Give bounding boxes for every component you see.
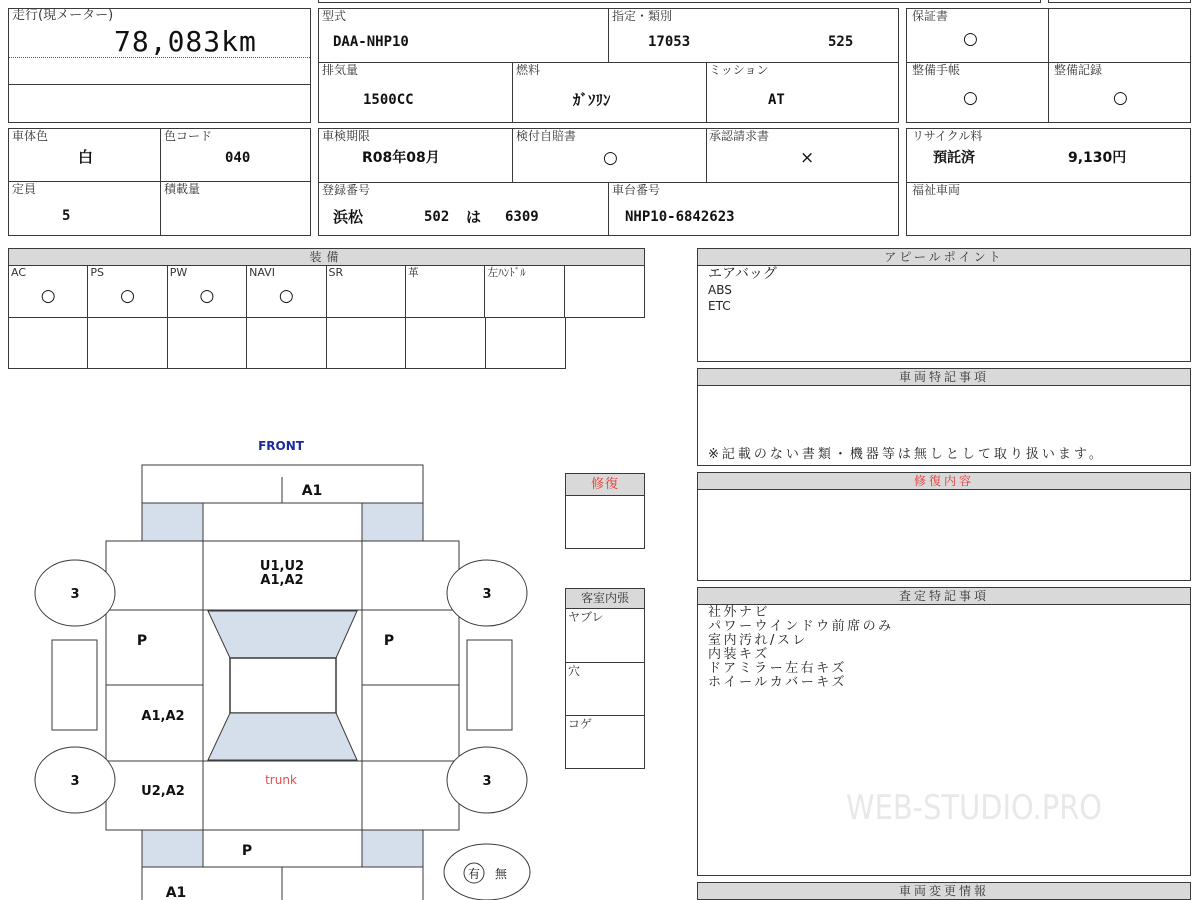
equipment-value: ○ xyxy=(278,286,294,306)
assessment-note-item: 室内汚れ/スレ xyxy=(708,633,808,648)
windshield xyxy=(208,611,357,658)
top-strip-border xyxy=(318,0,1041,3)
front-right-corner-panel xyxy=(362,503,423,541)
right-front-door-code: P xyxy=(383,633,395,649)
right-mirror xyxy=(467,640,512,730)
maintenance-book-value: ○ xyxy=(963,88,978,108)
liability-insurance-value: ○ xyxy=(603,148,618,168)
rear-right-corner-panel xyxy=(362,830,423,867)
divider xyxy=(9,84,310,85)
spare-tire-indicator xyxy=(444,844,530,900)
interior-row-hole: 穴 xyxy=(568,664,581,678)
tire-rear-left-tread: 3 xyxy=(70,774,80,789)
left-mirror xyxy=(52,640,97,730)
watermark: WEB-STUDIO.PRO xyxy=(846,788,1103,828)
equipment-cell-empty xyxy=(247,318,326,368)
equipment-title: 装備 xyxy=(9,249,644,266)
recycling-box xyxy=(906,128,1191,236)
rear-window xyxy=(208,713,357,760)
equipment-table-row2 xyxy=(8,317,566,369)
maintenance-record-label: 整備記録 xyxy=(1054,63,1103,77)
recycling-fee-status: 預託済 xyxy=(933,150,975,166)
equipment-cell-ps xyxy=(88,266,167,317)
vehicle-changes-panel xyxy=(697,882,1191,900)
assessment-note-item: 社外ナビ xyxy=(708,605,771,620)
equipment-label: 左ﾊﾝﾄﾞﾙ xyxy=(487,266,526,279)
rear-left-corner-panel xyxy=(142,830,203,867)
tire-front-right-tread: 3 xyxy=(482,587,492,602)
assessment-note-item: ドアミラー左右キズ xyxy=(708,661,847,676)
plate-label: 登録番号 xyxy=(322,183,371,197)
divider xyxy=(608,9,609,62)
appeal-point-item: エアバッグ xyxy=(708,266,777,282)
tire-rear-right-tread: 3 xyxy=(482,774,492,789)
spare-tire-yes: 有 xyxy=(467,867,481,881)
divider xyxy=(566,715,644,716)
registration-box xyxy=(318,128,899,236)
spare-tire-no: 無 xyxy=(494,867,508,881)
documents-box xyxy=(906,8,1191,123)
divider xyxy=(566,662,644,663)
equipment-cell-ac xyxy=(9,266,88,317)
equipment-value: ○ xyxy=(199,286,215,306)
rear-center-panel xyxy=(203,830,362,867)
appeal-point-item: ABS xyxy=(708,283,732,297)
welfare-vehicle-label: 福祉車両 xyxy=(912,183,961,197)
rear-bumper-code: A1 xyxy=(165,885,187,900)
interior-row-burn: コゲ xyxy=(568,717,593,731)
appeal-points-list xyxy=(708,266,777,314)
repair-box-title: 修復 xyxy=(566,474,644,496)
assessment-note-item: パワーウインドウ前席のみ xyxy=(708,619,894,634)
assessment-notes-list xyxy=(708,606,894,690)
model-label: 型式 xyxy=(322,9,347,23)
assessment-notes-title: 査定特記事項 xyxy=(698,588,1190,605)
mileage-value: 78,083km xyxy=(114,25,257,58)
equipment-cell-empty xyxy=(168,318,247,368)
category-value: 525 xyxy=(828,34,854,50)
equipment-cell-empty xyxy=(486,318,565,368)
equipment-cell-leather xyxy=(406,266,485,317)
equipment-cell-empty xyxy=(327,318,406,368)
equipment-cell-empty xyxy=(565,266,644,317)
interior-row-tear: ヤブレ xyxy=(568,610,604,624)
recycling-fee-amount: 9,130円 xyxy=(1068,150,1127,166)
fuel-label: 燃料 xyxy=(516,63,541,77)
mileage-label: 走行(現メーター) xyxy=(12,8,114,23)
equipment-cell-empty xyxy=(406,318,485,368)
inspection-label: 車検期限 xyxy=(322,129,371,143)
load-capacity-label: 積載量 xyxy=(164,182,201,196)
displacement-value: 1500CC xyxy=(363,92,414,108)
assessment-notes-panel xyxy=(697,587,1191,876)
equipment-cell-empty xyxy=(88,318,167,368)
equipment-label: PS xyxy=(90,266,104,279)
equipment-cell-pw xyxy=(168,266,247,317)
trunk-label: trunk xyxy=(265,773,297,787)
fuel-value: ｶﾞｿﾘﾝ xyxy=(573,91,611,109)
appeal-points-panel xyxy=(697,248,1191,362)
body-color-label: 車体色 xyxy=(12,129,49,143)
repair-box xyxy=(565,473,645,549)
plate-number: 6309 xyxy=(505,209,539,225)
repair-details-panel xyxy=(697,472,1191,581)
left-front-door-code: P xyxy=(136,633,148,649)
front-center-panel xyxy=(203,503,362,541)
appeal-point-item: ETC xyxy=(708,299,731,313)
equipment-label: PW xyxy=(169,266,188,279)
inspection-value: R08年08月 xyxy=(362,150,440,166)
front-bumper-code: A1 xyxy=(301,483,323,499)
approval-request-label: 承認請求書 xyxy=(709,129,770,143)
vehicle-notes-footnote: ※記載のない書類・機器等は無しとして取り扱います。 xyxy=(708,447,1105,462)
transmission-value: AT xyxy=(768,92,785,108)
left-rear-quarter-code: U2,A2 xyxy=(141,784,185,799)
color-code-value: 040 xyxy=(225,150,251,166)
assessment-note-item: ホイールカバーキズ xyxy=(708,675,847,690)
vehicle-notes-title: 車両特記事項 xyxy=(698,369,1190,386)
divider xyxy=(512,129,513,182)
plate-class: 502 xyxy=(424,209,450,225)
equipment-label: 革 xyxy=(407,266,419,279)
plate-kana: は xyxy=(466,208,482,226)
chassis-label: 車台番号 xyxy=(612,183,661,197)
equipment-label: NAVI xyxy=(249,266,275,279)
divider xyxy=(1048,9,1049,122)
divider xyxy=(319,62,898,63)
tire-front-left-tread: 3 xyxy=(70,587,80,602)
roof xyxy=(230,658,336,713)
body-color-value: 白 xyxy=(78,148,94,166)
equipment-cell-empty xyxy=(9,318,88,368)
plate-region: 浜松 xyxy=(333,208,364,226)
divider xyxy=(608,182,609,235)
front-left-corner-panel xyxy=(142,503,203,541)
equipment-table xyxy=(8,248,645,318)
rear-panel-code: P xyxy=(241,843,253,859)
equipment-label: SR xyxy=(328,266,344,279)
vehicle-notes-panel xyxy=(697,368,1191,466)
divider xyxy=(512,62,513,122)
equipment-cell-sr xyxy=(327,266,406,317)
liability-insurance-label: 検付自賠書 xyxy=(516,129,577,143)
equipment-value: ○ xyxy=(120,286,135,306)
interior-box xyxy=(565,588,645,769)
equipment-cell-left-hand-drive xyxy=(485,266,564,317)
top-strip-border-right xyxy=(1048,0,1191,3)
capacity-value: 5 xyxy=(62,208,71,224)
equipment-row xyxy=(9,318,565,368)
vehicle-changes-title: 車両変更情報 xyxy=(698,883,1190,900)
hood-code-line2: A1,A2 xyxy=(260,573,304,588)
model-value: DAA-NHP10 xyxy=(333,34,409,50)
left-rear-door-code: A1,A2 xyxy=(141,709,185,724)
divider xyxy=(160,129,161,235)
vehicle-specs-box xyxy=(318,8,899,123)
divider xyxy=(706,129,707,182)
equipment-row xyxy=(9,266,644,317)
mileage-box xyxy=(8,8,311,123)
appeal-points-title: アピールポイント xyxy=(698,249,1190,266)
maintenance-record-value: ○ xyxy=(1113,88,1128,108)
designation-label: 指定・類別 xyxy=(612,9,673,23)
chassis-value: NHP10-6842623 xyxy=(625,209,735,225)
front-label: FRONT xyxy=(258,439,304,453)
equipment-value: ○ xyxy=(40,286,56,306)
transmission-label: ミッション xyxy=(709,63,769,77)
capacity-label: 定員 xyxy=(12,182,37,196)
hood-code-line1: U1,U2 xyxy=(259,559,305,574)
color-code-label: 色コード xyxy=(164,129,213,143)
recycling-fee-label: リサイクル料 xyxy=(912,129,983,143)
equipment-cell-navi xyxy=(247,266,326,317)
designation-value: 17053 xyxy=(648,34,691,50)
interior-title: 客室内張 xyxy=(566,589,644,609)
warranty-value: ○ xyxy=(963,29,978,49)
equipment-label: AC xyxy=(11,266,27,279)
car-damage-diagram xyxy=(0,430,560,900)
maintenance-book-label: 整備手帳 xyxy=(912,63,961,77)
displacement-label: 排気量 xyxy=(322,63,359,77)
body-info-box xyxy=(8,128,311,236)
repair-details-title: 修復内容 xyxy=(698,473,1190,490)
warranty-label: 保証書 xyxy=(912,9,949,23)
divider xyxy=(706,62,707,122)
assessment-note-item: 内装キズ xyxy=(708,647,770,662)
divider xyxy=(9,57,310,58)
approval-request-value: × xyxy=(800,148,815,168)
